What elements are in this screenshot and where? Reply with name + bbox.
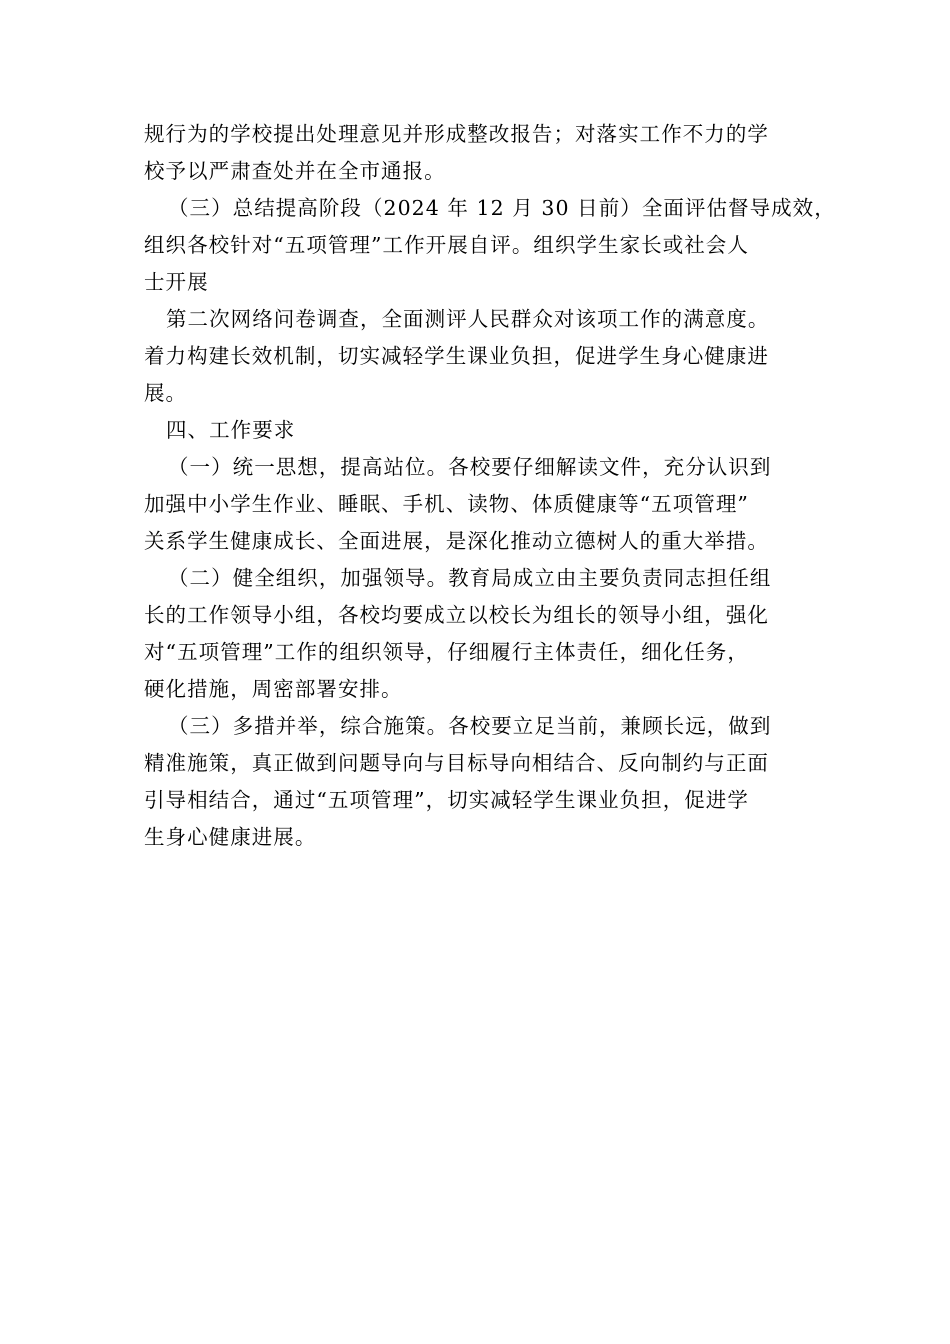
text-line: 硬化措施，周密部署安排。 (144, 677, 403, 701)
text-line: 校予以严肃查处并在全市通报。 (144, 159, 446, 183)
document-body (144, 116, 836, 856)
text-line: 生身心健康进展。 (144, 825, 317, 849)
text-line: 对“五项管理”工作的组织领导，仔细履行主体责任，细化任务， (144, 640, 749, 664)
text-line: 规行为的学校提出处理意见并形成整改报告；对落实工作不力的学 (144, 122, 769, 146)
paragraph-organization: （二）健全组织，加强领导。教育局成立由主要负责同志担任组 (168, 566, 772, 590)
text-line: 关系学生健康成长、全面进展，是深化推动立德树人的重大举措。 (144, 529, 769, 553)
section-heading-work-requirements: 四、工作要求 (166, 418, 296, 442)
text-line: 第二次网络问卷调查，全面测评人民群众对该项工作的满意度。 (166, 307, 770, 331)
text-line: 加强中小学生作业、睡眠、手机、读物、体质健康等“五项管理” (144, 492, 749, 516)
text-line: 组织各校针对“五项管理”工作开展自评。组织学生家长或社会人 (144, 233, 749, 257)
text-line: 展。 (144, 381, 188, 405)
text-line: 引导相结合，通过“五项管理”，切实减轻学生课业负担，促进学 (144, 788, 749, 812)
section-heading-summary-phase: （三）总结提高阶段（2024 年 12 月 30 日前）全面评估督导成效， (168, 196, 836, 220)
text-line: 长的工作领导小组，各校均要成立以校长为组长的领导小组，强化 (144, 603, 769, 627)
text-line: 着力构建长效机制，切实减轻学生课业负担，促进学生身心健康进 (144, 344, 769, 368)
text-line: 精准施策，真正做到问题导向与目标导向相结合、反向制约与正面 (144, 751, 769, 775)
paragraph-multiple-measures: （三）多措并举，综合施策。各校要立足当前，兼顾长远，做到 (168, 714, 772, 738)
text-line: 士开展 (144, 270, 209, 294)
paragraph-unify-thinking: （一）统一思想，提高站位。各校要仔细解读文件，充分认识到 (168, 455, 772, 479)
